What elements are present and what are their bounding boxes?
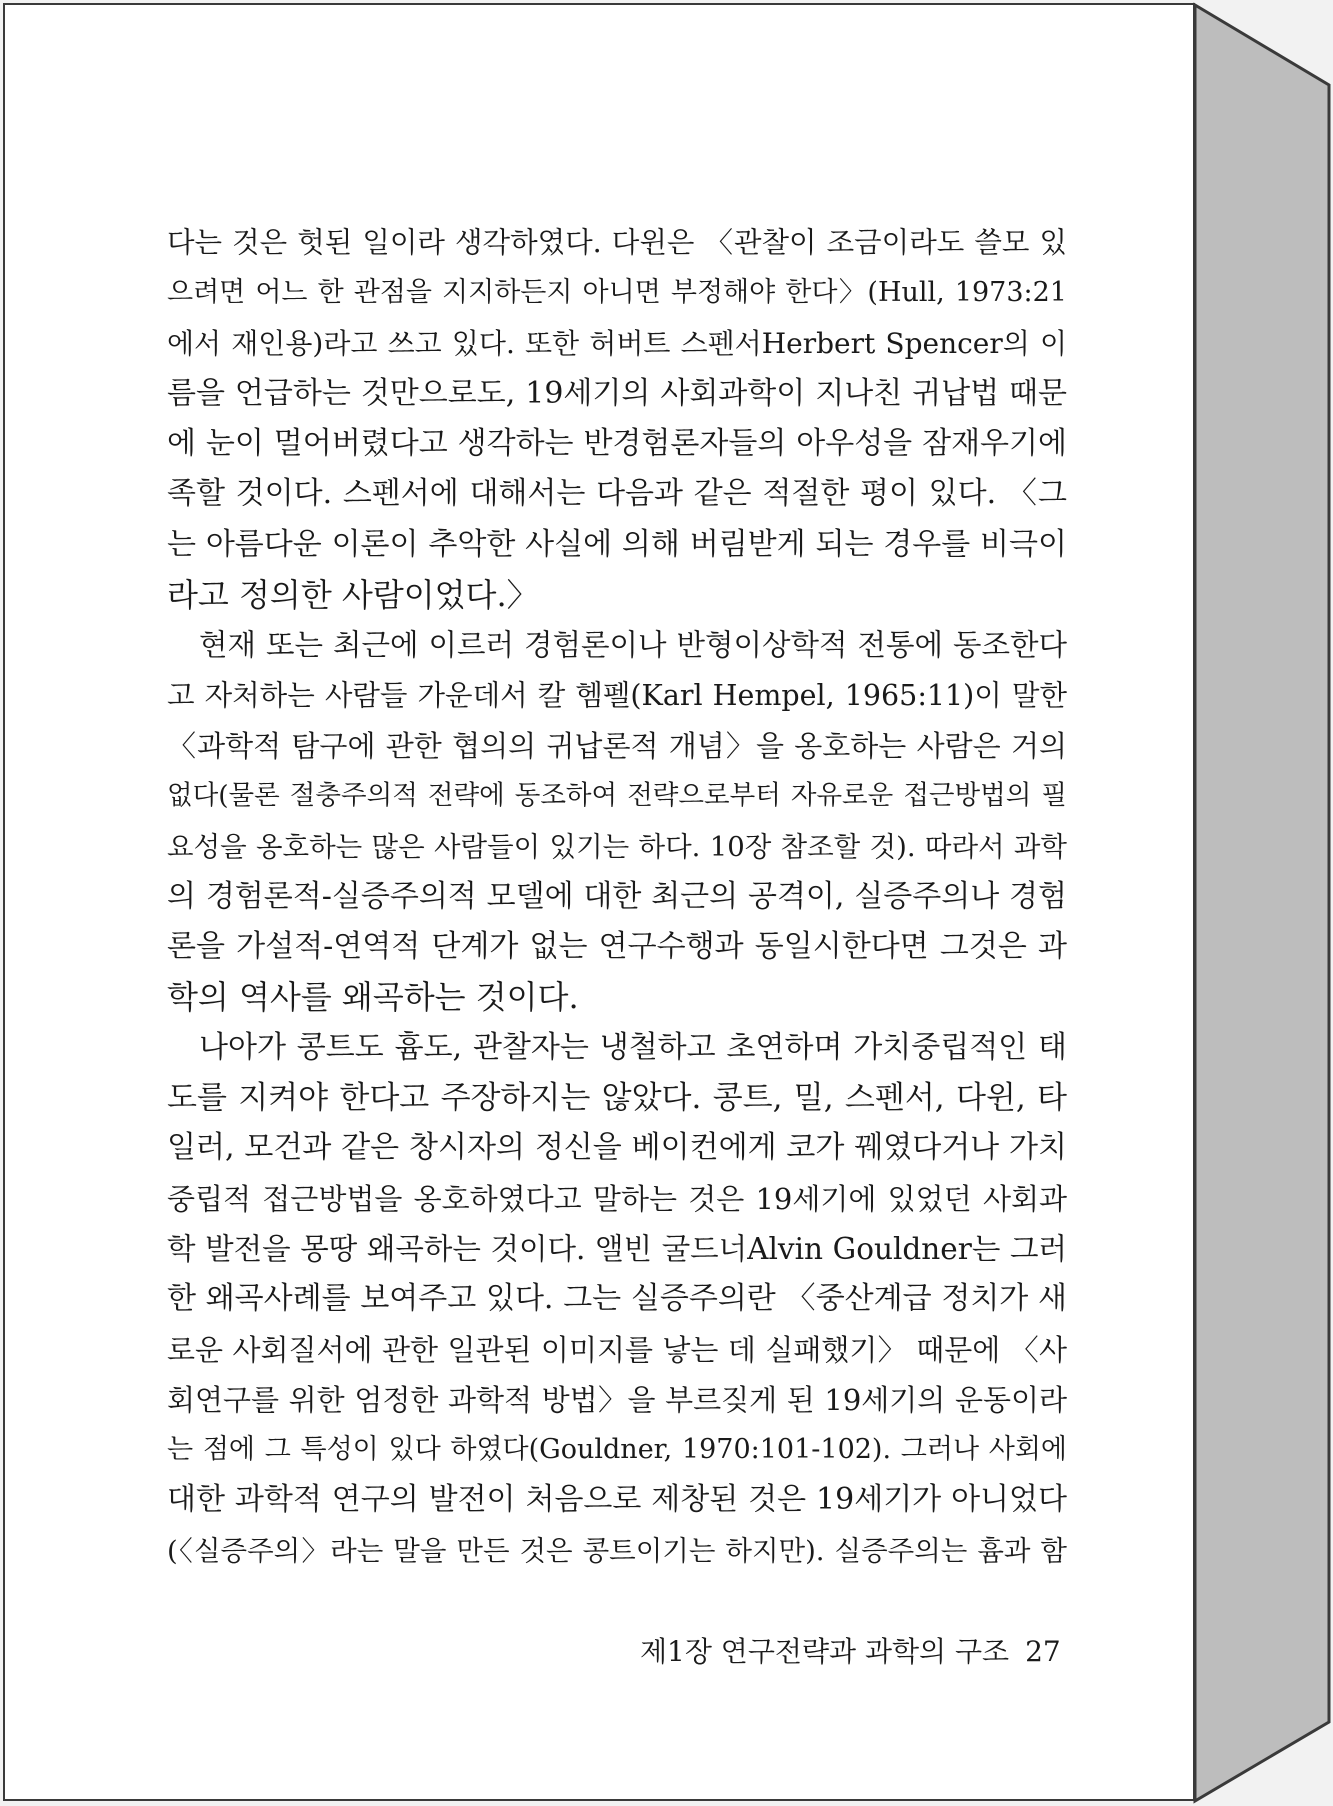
text-line: 도를 지켜야 한다고 주장하지는 않았다. 콩트, 밀, 스펜서, 다윈, 타	[167, 1080, 1067, 1117]
text-line: 족할 것이다. 스펜서에 대해서는 다음과 같은 적절한 평이 있다. 〈그	[167, 476, 1067, 512]
text-line: 라고 정의한 사람이었다.〉	[167, 576, 539, 615]
text-line: 없다(물론 절충주의적 전략에 동조하여 전략으로부터 자유로운 접근방법의 필	[167, 780, 1067, 812]
text-line: 고 자처하는 사람들 가운데서 칼 헴펠(Karl Hempel, 1965:11)이 말한	[167, 678, 1067, 712]
text-line: 학 발전을 몽땅 왜곡하는 것이다. 앨빈 굴드너Alvin Gouldner는 그러	[167, 1231, 1067, 1266]
page-number: 27	[1025, 1635, 1061, 1668]
text-line: 으려면 어느 한 관점을 지지하든지 아니면 부정해야 한다〉(Hull, 1973:21	[167, 277, 1067, 309]
text-line: 로운 사회질서에 관한 일관된 이미지를 낳는 데 실패했기〉 때문에 〈사	[167, 1332, 1067, 1367]
text-line: 학의 역사를 왜곡하는 것이다.	[167, 978, 579, 1017]
text-line: 대한 과학적 연구의 발전이 처음으로 제창된 것은 19세기가 아니었다	[167, 1482, 1067, 1518]
book-side-face	[1195, 5, 1329, 1801]
text-line: 회연구를 위한 엄정한 과학적 방법〉을 부르짖게 된 19세기의 운동이라	[167, 1382, 1067, 1417]
text-line: 는 점에 그 특성이 있다 하였다(Gouldner, 1970:101-102). 그러나 사회에	[167, 1434, 1067, 1466]
page-footer	[640, 1630, 1061, 1670]
text-line: 름을 언급하는 것만으로도, 19세기의 사회과학이 지나친 귀납법 때문	[167, 375, 1068, 411]
text-line: 에 눈이 멀어버렸다고 생각하는 반경험론자들의 아우성을 잠재우기에	[167, 426, 1067, 462]
text-line: 요성을 옹호하는 많은 사람들이 있기는 하다. 10장 참조할 것). 따라서 과학	[167, 830, 1067, 863]
text-line: 한 왜곡사례를 보여주고 있다. 그는 실증주의란 〈중산계급 정치가 새	[167, 1281, 1067, 1317]
text-line: 중립적 접근방법을 옹호하였다고 말하는 것은 19세기에 있었던 사회과	[167, 1181, 1067, 1216]
text-line: 는 아름다운 이론이 추악한 사실에 의해 버림받게 되는 경우를 비극이	[167, 526, 1067, 562]
text-line: 〈과학적 탐구에 관한 협의의 귀납론적 개념〉을 옹호하는 사람은 거의	[167, 728, 1067, 763]
text-line: 론을 가설적-연역적 단계가 없는 연구수행과 동일시한다면 그것은 과	[167, 929, 1067, 965]
text-line: 다는 것은 헛된 일이라 생각하였다. 다윈은 〈관찰이 조금이라도 쓸모 있	[167, 226, 1067, 259]
page-body-text	[167, 218, 1067, 1576]
text-line: 현재 또는 최근에 이르러 경험론이나 반형이상학적 전통에 동조한다	[199, 628, 1067, 663]
chapter-title: 제1장 연구전략과 과학의 구조	[640, 1635, 1010, 1668]
text-line: 에서 재인용)라고 쓰고 있다. 또한 허버트 스펜서Herbert Spencer의 이	[167, 326, 1067, 360]
text-line: (〈실증주의〉라는 말을 만든 것은 콩트이기는 하지만). 실증주의는 흄과 함	[167, 1534, 1067, 1567]
text-line: 나아가 콩트도 흄도, 관찰자는 냉철하고 초연하며 가치중립적인 태	[199, 1029, 1067, 1065]
text-line: 의 경험론적-실증주의적 모델에 대한 최근의 공격이, 실증주의나 경험	[167, 878, 1067, 914]
text-line: 일러, 모건과 같은 창시자의 정신을 베이컨에게 코가 꿰였다거나 가치	[167, 1130, 1067, 1166]
